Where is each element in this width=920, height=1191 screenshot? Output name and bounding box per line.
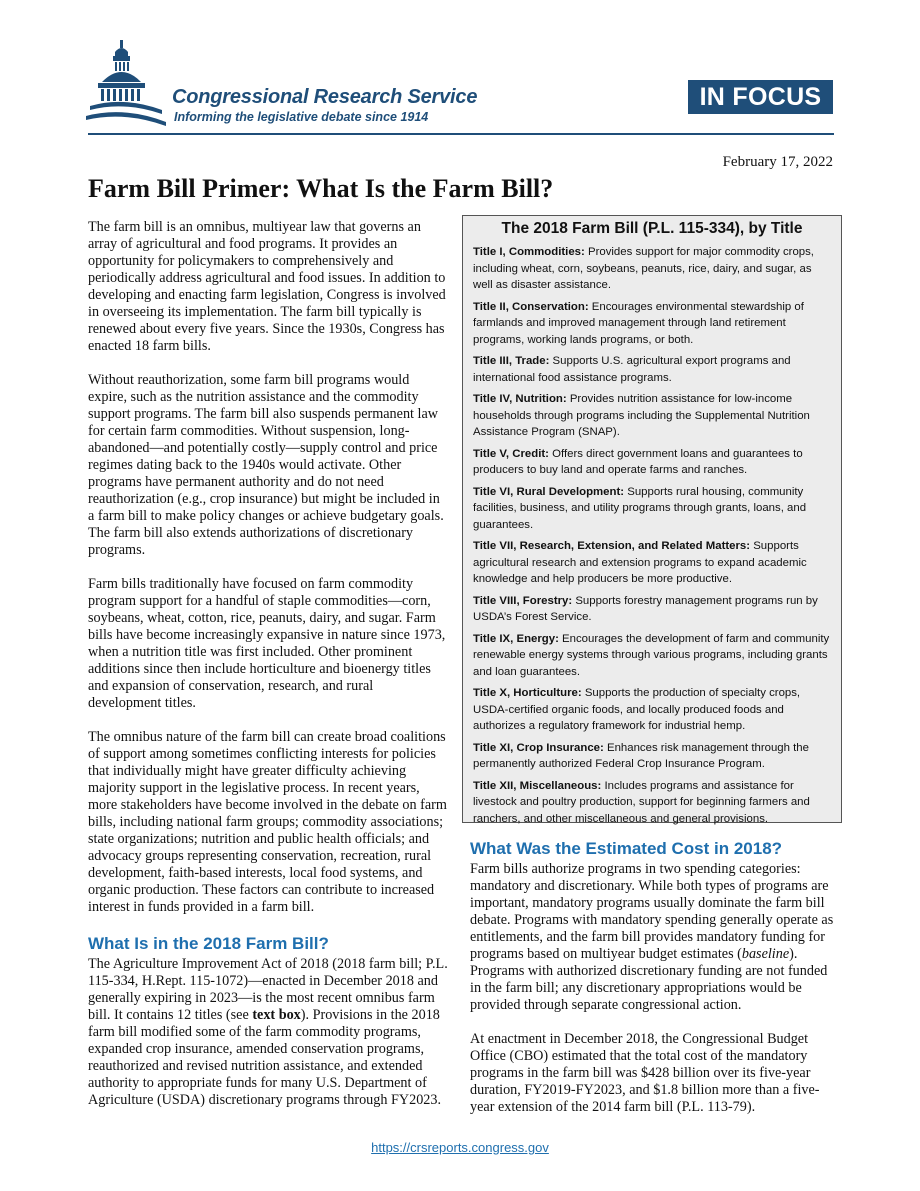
title-description: Supports the production of specialty crops, USDA-certified organic foods, and locally produced foods and authorizes a regulatory framework for industrial hemp. (473, 687, 801, 732)
in-focus-badge: IN FOCUS (688, 80, 833, 114)
section-heading-cost: What Was the Estimated Cost in 2018? (470, 839, 783, 858)
paragraph (88, 956, 448, 1109)
crs-reports-link[interactable]: https://crsreports.congress.gov (371, 1140, 549, 1155)
title-description: Supports U.S. agricultural export programs and international food assistance programs. (473, 355, 791, 384)
header-divider (88, 133, 834, 135)
right-column (470, 838, 834, 1116)
section-heading-contents: What Is in the 2018 Farm Bill? (88, 934, 329, 953)
title-item (473, 685, 831, 735)
page-title: Farm Bill Primer: What Is the Farm Bill? (88, 174, 554, 203)
page-header (0, 0, 920, 150)
text-box-reference: text box (252, 1007, 301, 1023)
baseline-term: baseline (741, 946, 790, 962)
title-description: Enhances risk management through the permanently authorized Federal Crop Insurance Program. (473, 741, 809, 770)
title-description: Encourages environmental stewardship of farmlands and improved management through land retirement programs, working lands programs, or both. (473, 300, 804, 346)
title-description: Includes programs and assistance for livestock and poultry production, support for beginning farmers and ranchers, and other miscellaneous and general provisions. (473, 779, 810, 825)
title-label: Title X, Horticulture: (473, 687, 582, 699)
title-item (473, 778, 831, 828)
title-item (473, 446, 831, 479)
text-span: ). Programs with authorized discretionary funding are not funded in the farm bill; any discretionary appropriations would be provided through separate congressional action. (470, 946, 828, 1013)
paragraph: The omnibus nature of the farm bill can create broad coalitions of support among sometimes conflicting interests for policies that individually might have greater difficulty achieving majority support in the legislative process. In recent years, more stakeholders have become involved in the debate on farm bills, including national farm groups; commodity associations; state organizations; nutrition and public health officials; and advocacy groups representing conservation, recreation, rural development, faith-based interests, local food systems, and organic production. These factors can contribute to increased interest in funds provided in a farm bill. (88, 729, 447, 915)
title-description: Supports forestry management programs run by USDA’s Forest Service. (473, 594, 818, 623)
title-label: Title IV, Nutrition: (473, 393, 567, 405)
title-description: Offers direct government loans and guarantees to producers to buy land and operate farms and ranches. (473, 447, 803, 476)
paragraph: At enactment in December 2018, the Congressional Budget Office (CBO) estimated that the total cost of the mandatory programs in the farm bill was $428 billion over its five-year duration, FY2019-FY2023, and $1.8 billion more than a five-year extension of the 2014 farm bill (P.L. 113-79). (470, 1031, 820, 1115)
title-item (473, 244, 831, 294)
title-label: Title VII, Research, Extension, and Related Matters: (473, 540, 751, 552)
title-description: Provides support for major commodity crops, including wheat, corn, soybeans, peanuts, rice, dairy, and sugar, as well as disaster assistance. (473, 246, 814, 291)
paragraph: Without reauthorization, some farm bill programs would expire, such as the nutrition assistance and the commodity support programs. The farm bill also suspends permanent law for certain farm commodities. Without suspension, long-abandoned—and potentially costly—supply control and price regimes dating back to the 1940s would activate. Other programs have permanent authority and do not need reauthorization (e.g., crop insurance) but might be included in a farm bill to make policy changes or achieve budgetary goals. The farm bill also extends authorizations of discretionary programs. (88, 372, 444, 558)
title-item (473, 299, 831, 349)
title-label: Title IX, Energy: (473, 632, 559, 645)
paragraph (470, 861, 834, 1014)
title-item (473, 631, 831, 681)
title-description: Supports agricultural research and extension programs to expand academic knowledge and help producers be more productive. (473, 540, 807, 585)
title-label: Title VI, Rural Development: (473, 485, 625, 498)
paragraph: The farm bill is an omnibus, multiyear law that governs an array of agricultural and food programs. It provides an opportunity for policymakers to comprehensively and periodically address agricultural and food issues. In addition to developing and enacting farm legislation, Congress is involved in overseeing its implementation. The farm bill typically is renewed about every five years. Since the 1930s, Congress has enacted 18 farm bills. (88, 219, 446, 354)
publication-date: February 17, 2022 (722, 154, 833, 170)
org-name: Congressional Research Service (172, 86, 478, 108)
title-item (473, 538, 831, 588)
title-label: Title V, Credit: (473, 447, 549, 460)
paragraph: Farm bills traditionally have focused on farm commodity program support for a handful of staple commodities—corn, soybeans, wheat, cotton, rice, peanuts, dairy, and sugar. Farm bills have become increasingly expansive in nature since 1973, when a nutrition title was first included. Other prominent additions since then include horticulture and bioenergy titles and expansion of conservation, research, and rural development titles. (88, 576, 446, 711)
title-label: Title II, Conservation: (473, 300, 589, 313)
capitol-dome-logo-icon (84, 40, 166, 130)
title-item (473, 484, 831, 534)
text-span: The Agriculture Improvement Act of 2018 (2018 farm bill; P.L. 115-334, H.Rept. 115-1072)—enacted in December 2018 and generally expiring in 2023—is the most recent omnibus farm bill. It contains 12 titles (see (88, 956, 448, 1023)
title-item (473, 593, 831, 626)
title-label: Title I, Commodities: (473, 246, 585, 258)
title-item (473, 391, 831, 441)
text-box-title: The 2018 Farm Bill (P.L. 115-334), by Title (501, 220, 803, 237)
title-item (473, 353, 831, 386)
title-description: Supports rural housing, community facilities, business, and utility programs through grants, loans, and guarantees. (473, 485, 807, 531)
left-column (88, 219, 448, 1109)
title-item (473, 740, 831, 773)
farm-bill-titles-text-box (462, 215, 842, 823)
org-tagline: Informing the legislative debate since 1914 (174, 110, 429, 124)
title-label: Title III, Trade: (473, 355, 550, 367)
title-description: Provides nutrition assistance for low-income households through programs including the Supplemental Nutrition Assistance Program (SNAP). (473, 393, 810, 438)
title-label: Title XII, Miscellaneous: (473, 779, 602, 792)
text-span: ). Provisions in the 2018 farm bill modified some of the farm commodity programs, expanded crop insurance, amended conservation programs, reauthorized and revised nutrition assistance, and extended authority to appropriate funds for many U.S. Department of Agriculture (USDA) discretionary programs through FY2023. (88, 1007, 442, 1108)
title-label: Title XI, Crop Insurance: (473, 741, 604, 754)
text-span: Farm bills authorize programs in two spending categories: mandatory and discretionary. While both types of programs are important, mandatory programs usually dominate the farm bill debate. Programs with mandatory spending generally operate as entitlements, and the farm bill provides mandatory funding for programs based on multiyear budget estimates ( (470, 861, 834, 962)
title-description: Encourages the development of farm and community renewable energy systems through various programs, including grants and loan guarantees. (473, 632, 830, 678)
title-label: Title VIII, Forestry: (473, 594, 573, 607)
